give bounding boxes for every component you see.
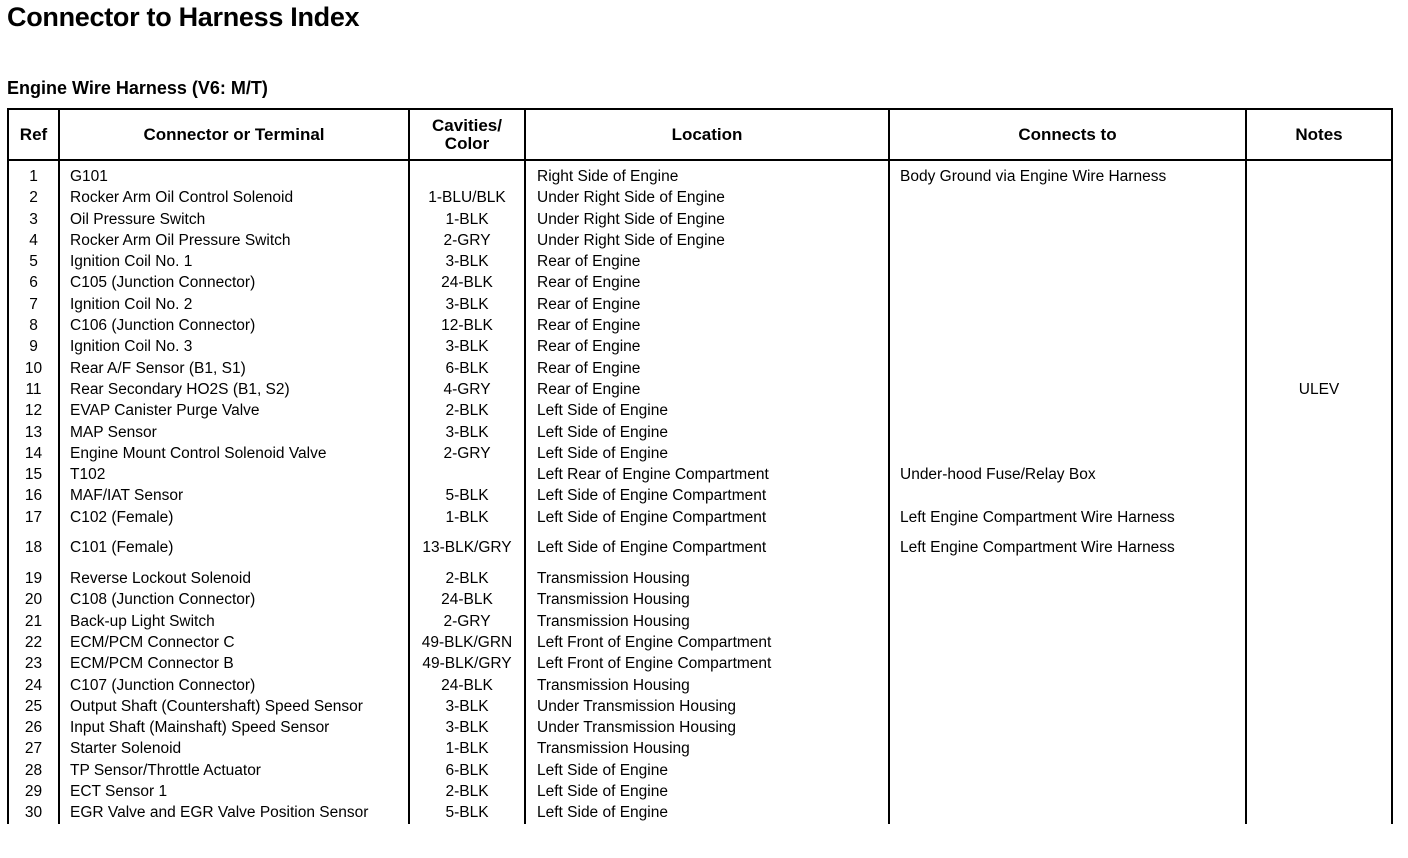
cell-cavities: 49-BLK/GRY [409,653,525,674]
cell-notes [1246,294,1392,315]
cell-ref: 12 [8,400,59,421]
cell-ref: 10 [8,358,59,379]
cell-ref: 16 [8,485,59,506]
cell-cavities: 1-BLK [409,507,525,528]
cell-cavities: 5-BLK [409,802,525,823]
table-row [8,230,1392,251]
cell-ref: 2 [8,187,59,208]
cell-connector: Ignition Coil No. 2 [59,294,409,315]
cell-connects-to [889,738,1246,759]
cell-ref: 7 [8,294,59,315]
cell-location: Left Front of Engine Compartment [525,653,889,674]
table-row [8,696,1392,717]
table-row [8,781,1392,802]
table-row [8,209,1392,230]
cell-location: Rear of Engine [525,379,889,400]
cell-notes [1246,209,1392,230]
cell-connects-to [889,230,1246,251]
header-cavities-line2: Color [444,133,490,153]
cell-location: Rear of Engine [525,294,889,315]
cell-location: Left Side of Engine [525,443,889,464]
cell-connector: G101 [59,166,409,187]
cell-connects-to [889,272,1246,293]
table-row [8,358,1392,379]
cell-ref: 15 [8,464,59,485]
cell-ref: 22 [8,632,59,653]
cell-cavities: 2-BLK [409,568,525,589]
cell-notes [1246,653,1392,674]
cell-notes [1246,568,1392,589]
cell-notes: ULEV [1298,380,1340,398]
cell-connects-to [889,294,1246,315]
cell-location: Left Side of Engine [525,802,889,823]
cell-notes [1246,187,1392,208]
cell-ref: 17 [8,507,59,528]
cell-connects-to [889,717,1246,738]
cell-connector: Back-up Light Switch [59,611,409,632]
cell-cavities: 49-BLK/GRN [409,632,525,653]
header-location: Location [525,109,889,160]
cell-location: Left Side of Engine [525,760,889,781]
table-row [8,611,1392,632]
cell-location: Under Right Side of Engine [525,187,889,208]
cell-cavities: 2-GRY [409,611,525,632]
cell-connects-to [889,611,1246,632]
table-row [8,251,1392,272]
cell-connector: Rocker Arm Oil Control Solenoid [59,187,409,208]
cell-connector: MAP Sensor [59,422,409,443]
cell-notes [1246,802,1392,823]
cell-connects-to [889,675,1246,696]
cell-connects-to [889,760,1246,781]
cell-notes [1246,166,1392,187]
header-notes: Notes [1246,109,1392,160]
cell-notes [1246,358,1392,379]
table-row [8,717,1392,738]
cell-location: Left Rear of Engine Compartment [525,464,889,485]
cell-location: Left Side of Engine [525,422,889,443]
cell-ref: 23 [8,653,59,674]
cell-connects-to [889,358,1246,379]
cell-connector: Engine Mount Control Solenoid Valve [59,443,409,464]
section-title: Engine Wire Harness (V6: M/T) [7,78,268,98]
cell-connector: T102 [59,464,409,485]
cell-cavities: 6-BLK [409,358,525,379]
table-row [8,379,1392,400]
cell-connects-to [889,209,1246,230]
cell-cavities: 2-GRY [409,230,525,251]
cell-cavities: 3-BLK [409,294,525,315]
cell-ref: 8 [8,315,59,336]
cell-ref: 5 [8,251,59,272]
cell-cavities: 3-BLK [409,336,525,357]
cell-ref: 20 [8,589,59,610]
cell-connects-to [889,696,1246,717]
cell-notes [1246,738,1392,759]
cell-ref: 11 [8,379,59,400]
cell-location: Transmission Housing [525,738,889,759]
cell-connector: C102 (Female) [59,507,409,528]
cell-cavities: 12-BLK [409,315,525,336]
cell-location: Left Side of Engine [525,781,889,802]
cell-connects-to: Left Engine Compartment Wire Harness [889,528,1246,568]
cell-cavities: 1-BLK [409,209,525,230]
table-row [8,485,1392,506]
cell-location: Under Transmission Housing [525,696,889,717]
cell-location: Rear of Engine [525,272,889,293]
cell-cavities: 1-BLU/BLK [409,187,525,208]
cell-notes [1246,272,1392,293]
cell-location: Left Front of Engine Compartment [525,632,889,653]
cell-connector: ECM/PCM Connector C [59,632,409,653]
table-row [8,653,1392,674]
cell-ref: 19 [8,568,59,589]
cell-location: Rear of Engine [525,315,889,336]
cell-connector: C106 (Junction Connector) [59,315,409,336]
cell-cavities: 3-BLK [409,696,525,717]
cell-notes [1246,760,1392,781]
cell-ref: 4 [8,230,59,251]
cell-notes [1246,717,1392,738]
cell-connector: EGR Valve and EGR Valve Position Sensor [59,802,409,823]
cell-ref: 18 [8,528,59,568]
cell-cavities: 2-BLK [409,400,525,421]
cell-location: Transmission Housing [525,675,889,696]
cell-cavities: 4-GRY [409,379,525,400]
cell-connector: Rear A/F Sensor (B1, S1) [59,358,409,379]
connector-index-table [7,108,1393,824]
cell-notes [1246,589,1392,610]
cell-connector: EVAP Canister Purge Valve [59,400,409,421]
table-row [8,760,1392,781]
cell-ref: 24 [8,675,59,696]
cell-notes [1246,507,1392,528]
cell-location: Transmission Housing [525,611,889,632]
cell-notes [1246,611,1392,632]
cell-location: Rear of Engine [525,358,889,379]
cell-connector: Starter Solenoid [59,738,409,759]
cell-ref: 1 [8,166,59,187]
cell-location: Transmission Housing [525,589,889,610]
cell-connector: C108 (Junction Connector) [59,589,409,610]
cell-connector: Rear Secondary HO2S (B1, S2) [59,379,409,400]
cell-notes [1246,675,1392,696]
cell-cavities: 1-BLK [409,738,525,759]
table-row [8,422,1392,443]
cell-ref: 6 [8,272,59,293]
cell-connector: Rocker Arm Oil Pressure Switch [59,230,409,251]
cell-cavities: 2-BLK [409,781,525,802]
cell-connector: C105 (Junction Connector) [59,272,409,293]
table-row [8,589,1392,610]
table-row [8,675,1392,696]
header-ref: Ref [8,109,59,160]
header-connects-to: Connects to [889,109,1246,160]
table-row [8,400,1392,421]
cell-connects-to [889,653,1246,674]
cell-cavities: 24-BLK [409,675,525,696]
cell-connector: ECM/PCM Connector B [59,653,409,674]
cell-location: Right Side of Engine [525,166,889,187]
cell-location: Left Side of Engine [525,400,889,421]
table-row [8,443,1392,464]
cell-connector: TP Sensor/Throttle Actuator [59,760,409,781]
table-row [8,632,1392,653]
cell-notes [1246,443,1392,464]
cell-connector: Oil Pressure Switch [59,209,409,230]
cell-connects-to [889,187,1246,208]
table-row [8,272,1392,293]
cell-location: Under Right Side of Engine [525,230,889,251]
cell-connector: Output Shaft (Countershaft) Speed Sensor [59,696,409,717]
cell-notes [1246,230,1392,251]
table-row [8,464,1392,485]
cell-cavities: 5-BLK [409,485,525,506]
cell-notes [1246,400,1392,421]
cell-cavities: 6-BLK [409,760,525,781]
header-cavities [409,109,525,160]
cell-cavities: 2-GRY [409,443,525,464]
cell-cavities: 3-BLK [409,422,525,443]
table-header [8,109,1392,160]
table-row [8,507,1392,528]
cell-notes [1246,464,1392,485]
cell-location: Rear of Engine [525,251,889,272]
cell-connector: Ignition Coil No. 1 [59,251,409,272]
cell-notes [1246,632,1392,653]
table-row [8,166,1392,187]
cell-connector: ECT Sensor 1 [59,781,409,802]
cell-location: Under Transmission Housing [525,717,889,738]
cell-ref: 21 [8,611,59,632]
table-row [8,315,1392,336]
cell-connects-to: Body Ground via Engine Wire Harness [889,166,1246,187]
cell-notes [1246,251,1392,272]
cell-ref: 27 [8,738,59,759]
cell-notes [1246,781,1392,802]
table-row [8,528,1392,568]
cell-ref: 26 [8,717,59,738]
cell-ref: 9 [8,336,59,357]
table-row [8,738,1392,759]
cell-location: Left Side of Engine Compartment [525,528,889,568]
cell-connects-to [889,443,1246,464]
table-row [8,294,1392,315]
table-body [8,160,1392,824]
cell-connects-to [889,781,1246,802]
cell-ref: 3 [8,209,59,230]
cell-connects-to [889,422,1246,443]
cell-location: Left Side of Engine Compartment [525,507,889,528]
cell-connector: C107 (Junction Connector) [59,675,409,696]
cell-notes [1246,336,1392,357]
cell-connector: Reverse Lockout Solenoid [59,568,409,589]
cell-connects-to [889,802,1246,823]
cell-notes [1246,485,1392,506]
cell-connects-to [889,251,1246,272]
cell-notes [1246,422,1392,443]
cell-ref: 30 [8,802,59,823]
cell-location: Left Side of Engine Compartment [525,485,889,506]
cell-connects-to: Under-hood Fuse/Relay Box [889,464,1246,485]
cell-cavities: 3-BLK [409,251,525,272]
cell-cavities: 13-BLK/GRY [409,528,525,568]
cell-cavities: 24-BLK [409,589,525,610]
table-row [8,336,1392,357]
cell-connects-to [889,336,1246,357]
cell-location: Under Right Side of Engine [525,209,889,230]
cell-connects-to [889,485,1246,506]
cell-ref: 14 [8,443,59,464]
table-row [8,802,1392,823]
cell-notes [1246,315,1392,336]
cell-connects-to: Left Engine Compartment Wire Harness [889,507,1246,528]
cell-location: Rear of Engine [525,336,889,357]
cell-connector: C101 (Female) [59,528,409,568]
cell-cavities: 3-BLK [409,717,525,738]
cell-connector: Input Shaft (Mainshaft) Speed Sensor [59,717,409,738]
cell-ref: 25 [8,696,59,717]
header-cavities-line1: Cavities/ [432,115,502,135]
cell-connects-to [889,568,1246,589]
cell-connector: MAF/IAT Sensor [59,485,409,506]
cell-connects-to [889,315,1246,336]
table-row [8,568,1392,589]
cell-connector: Ignition Coil No. 3 [59,336,409,357]
cell-location: Transmission Housing [525,568,889,589]
cell-ref: 28 [8,760,59,781]
cell-notes [1246,696,1392,717]
cell-cavities [409,166,525,187]
table-row [8,187,1392,208]
cell-connects-to [889,589,1246,610]
cell-ref: 13 [8,422,59,443]
cell-cavities [409,464,525,485]
cell-connects-to [889,400,1246,421]
cell-notes [1246,528,1392,568]
cell-cavities: 24-BLK [409,272,525,293]
cell-connects-to [889,632,1246,653]
page-title: Connector to Harness Index [7,2,360,32]
cell-connects-to [889,379,1246,400]
header-connector: Connector or Terminal [59,109,409,160]
cell-ref: 29 [8,781,59,802]
